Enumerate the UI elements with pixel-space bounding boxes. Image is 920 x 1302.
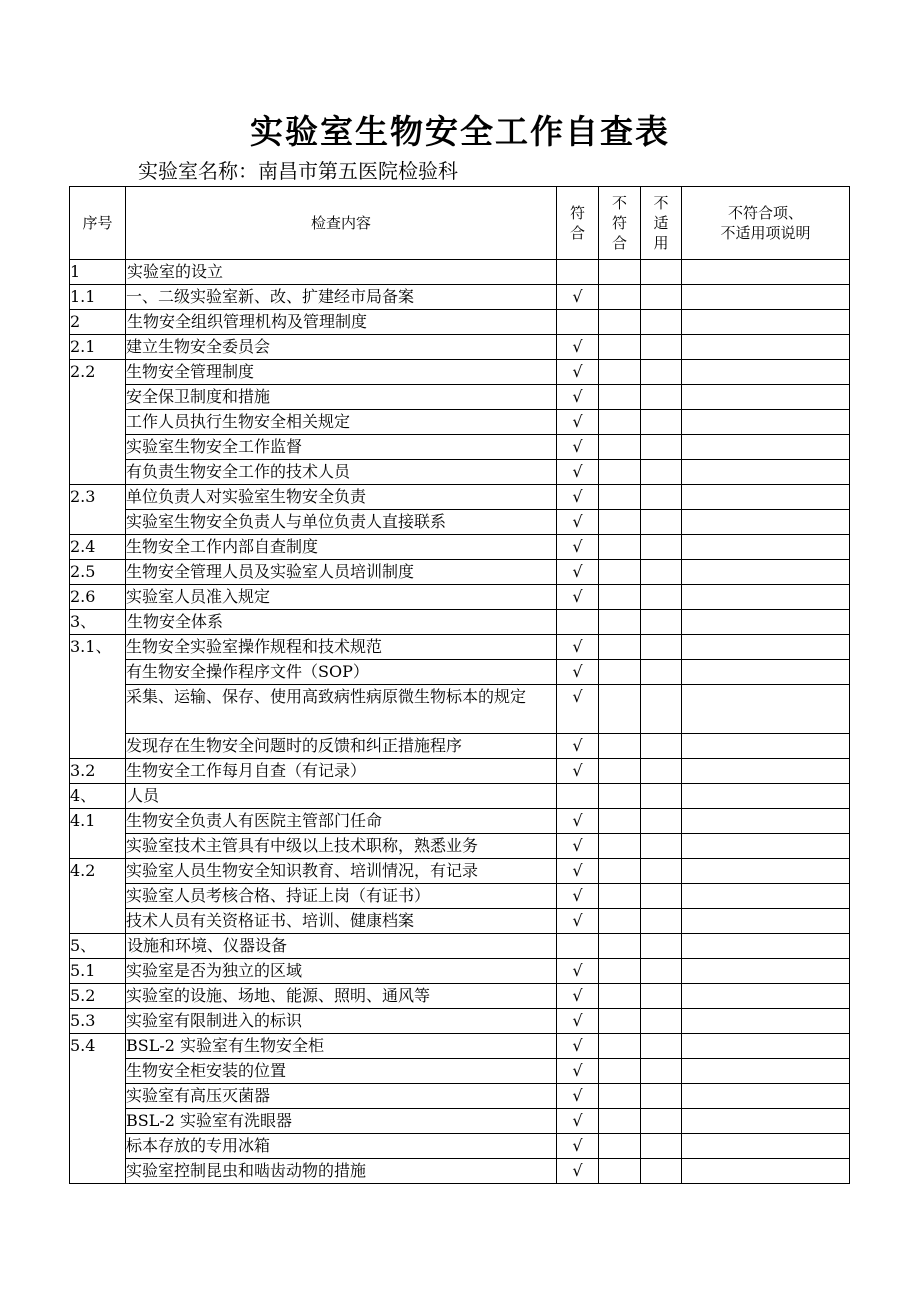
check-item: 实验室人员考核合格、持证上岗（有证书） (126, 884, 557, 909)
row-number: 5.2 (70, 984, 126, 1009)
nonconform-cell (599, 385, 641, 410)
header-not-applicable: 不适用 (641, 187, 682, 260)
nonconform-cell (599, 1134, 641, 1159)
section-row (70, 784, 850, 809)
table-row (70, 1084, 850, 1109)
nonconform-cell (599, 809, 641, 834)
remarks-cell (682, 1034, 850, 1059)
check-item: 工作人员执行生物安全相关规定 (126, 410, 557, 435)
conform-mark: √ (557, 585, 599, 610)
check-item: 生物安全管理制度 (126, 360, 557, 385)
section-title: 生物安全体系 (126, 610, 557, 635)
nonconform-cell (599, 1084, 641, 1109)
row-number: 3.2 (70, 759, 126, 784)
table-row (70, 1109, 850, 1134)
section-title: 人员 (126, 784, 557, 809)
nonconform-cell (599, 1059, 641, 1084)
table-row (70, 834, 850, 859)
remarks-cell (682, 360, 850, 385)
remarks-cell (682, 809, 850, 834)
table-row (70, 360, 850, 385)
remarks-cell (682, 535, 850, 560)
row-number: 2.4 (70, 535, 126, 560)
nonconform-cell (599, 485, 641, 510)
nonconform-cell (599, 660, 641, 685)
table-row (70, 984, 850, 1009)
row-number: 3、 (70, 610, 126, 635)
not-applicable-cell (641, 435, 682, 460)
row-number: 4.1 (70, 809, 126, 859)
table-row (70, 1009, 850, 1034)
check-item: 实验室有高压灭菌器 (126, 1084, 557, 1109)
table-row (70, 884, 850, 909)
table-row (70, 1034, 850, 1059)
not-applicable-cell (641, 1084, 682, 1109)
not-applicable-cell (641, 260, 682, 285)
remarks-cell (682, 1084, 850, 1109)
not-applicable-cell (641, 385, 682, 410)
nonconform-cell (599, 1159, 641, 1184)
remarks-cell (682, 1134, 850, 1159)
conform-mark (557, 784, 599, 809)
conform-mark: √ (557, 410, 599, 435)
not-applicable-cell (641, 535, 682, 560)
nonconform-cell (599, 460, 641, 485)
not-applicable-cell (641, 335, 682, 360)
conform-mark: √ (557, 335, 599, 360)
not-applicable-cell (641, 485, 682, 510)
nonconform-cell (599, 984, 641, 1009)
conform-mark: √ (557, 435, 599, 460)
check-item: 实验室的设施、场地、能源、照明、通风等 (126, 984, 557, 1009)
remarks-cell (682, 909, 850, 934)
table-row (70, 685, 850, 734)
table-row (70, 285, 850, 310)
table-row (70, 510, 850, 535)
check-item: 一、二级实验室新、改、扩建经市局备案 (126, 285, 557, 310)
conform-mark: √ (557, 1134, 599, 1159)
conform-mark: √ (557, 560, 599, 585)
row-number: 2.6 (70, 585, 126, 610)
remarks-cell (682, 834, 850, 859)
nonconform-cell (599, 734, 641, 759)
check-item: 技术人员有关资格证书、培训、健康档案 (126, 909, 557, 934)
nonconform-cell (599, 635, 641, 660)
check-item: 实验室控制昆虫和啮齿动物的措施 (126, 1159, 557, 1184)
remarks-cell (682, 460, 850, 485)
not-applicable-cell (641, 934, 682, 959)
table-row (70, 410, 850, 435)
conform-mark: √ (557, 660, 599, 685)
not-applicable-cell (641, 285, 682, 310)
check-item: 采集、运输、保存、使用高致病性病原微生物标本的规定 (126, 685, 557, 734)
nonconform-cell (599, 335, 641, 360)
remarks-cell (682, 884, 850, 909)
table-row (70, 859, 850, 884)
nonconform-cell (599, 285, 641, 310)
not-applicable-cell (641, 809, 682, 834)
header-no: 序号 (70, 187, 126, 260)
check-item: BSL-2 实验室有洗眼器 (126, 1109, 557, 1134)
check-item: 生物安全柜安装的位置 (126, 1059, 557, 1084)
page-title: 实验室生物安全工作自查表 (250, 112, 670, 151)
table-row (70, 485, 850, 510)
lab-name: 实验室名称：南昌市第五医院检验科 (138, 159, 458, 183)
conform-mark: √ (557, 1009, 599, 1034)
not-applicable-cell (641, 685, 682, 734)
table-row (70, 660, 850, 685)
remarks-cell (682, 310, 850, 335)
remarks-cell (682, 385, 850, 410)
row-number: 1 (70, 260, 126, 285)
remarks-cell (682, 984, 850, 1009)
nonconform-cell (599, 1109, 641, 1134)
not-applicable-cell (641, 660, 682, 685)
conform-mark: √ (557, 734, 599, 759)
table-row (70, 535, 850, 560)
conform-mark: √ (557, 1059, 599, 1084)
check-item: 建立生物安全委员会 (126, 335, 557, 360)
conform-mark: √ (557, 485, 599, 510)
remarks-cell (682, 934, 850, 959)
check-item: 生物安全负责人有医院主管部门任命 (126, 809, 557, 834)
conform-mark (557, 934, 599, 959)
nonconform-cell (599, 934, 641, 959)
remarks-cell (682, 485, 850, 510)
section-title: 实验室的设立 (126, 260, 557, 285)
not-applicable-cell (641, 585, 682, 610)
not-applicable-cell (641, 734, 682, 759)
table-row (70, 560, 850, 585)
conform-mark: √ (557, 685, 599, 734)
section-row (70, 934, 850, 959)
check-item: 标本存放的专用冰箱 (126, 1134, 557, 1159)
row-number: 3.1、 (70, 635, 126, 759)
nonconform-cell (599, 560, 641, 585)
row-number: 2.2 (70, 360, 126, 485)
self-check-table (69, 186, 850, 1184)
header-nonconform: 不符合 (599, 187, 641, 260)
conform-mark (557, 310, 599, 335)
nonconform-cell (599, 859, 641, 884)
not-applicable-cell (641, 859, 682, 884)
section-row (70, 310, 850, 335)
not-applicable-cell (641, 784, 682, 809)
row-number: 5.4 (70, 1034, 126, 1184)
check-item: 实验室有限制进入的标识 (126, 1009, 557, 1034)
remarks-cell (682, 510, 850, 535)
not-applicable-cell (641, 884, 682, 909)
nonconform-cell (599, 510, 641, 535)
table-row (70, 585, 850, 610)
nonconform-cell (599, 909, 641, 934)
table-row (70, 809, 850, 834)
section-row (70, 260, 850, 285)
conform-mark: √ (557, 510, 599, 535)
row-number: 2.1 (70, 335, 126, 360)
header-content: 检查内容 (126, 187, 557, 260)
check-item: 生物安全工作每月自查（有记录） (126, 759, 557, 784)
not-applicable-cell (641, 909, 682, 934)
row-number: 5.1 (70, 959, 126, 984)
section-row (70, 610, 850, 635)
remarks-cell (682, 759, 850, 784)
nonconform-cell (599, 260, 641, 285)
remarks-cell (682, 560, 850, 585)
conform-mark: √ (557, 884, 599, 909)
not-applicable-cell (641, 1159, 682, 1184)
check-item: 实验室技术主管具有中级以上技术职称，熟悉业务 (126, 834, 557, 859)
table-row (70, 435, 850, 460)
conform-mark: √ (557, 959, 599, 984)
nonconform-cell (599, 1034, 641, 1059)
nonconform-cell (599, 1009, 641, 1034)
table-row (70, 635, 850, 660)
table-row (70, 460, 850, 485)
remarks-cell (682, 1159, 850, 1184)
conform-mark: √ (557, 535, 599, 560)
header-conform: 符合 (557, 187, 599, 260)
table-row (70, 1159, 850, 1184)
remarks-cell (682, 610, 850, 635)
conform-mark: √ (557, 759, 599, 784)
table-row (70, 759, 850, 784)
not-applicable-cell (641, 1134, 682, 1159)
conform-mark: √ (557, 285, 599, 310)
conform-mark (557, 260, 599, 285)
check-item: 实验室生物安全工作监督 (126, 435, 557, 460)
check-item: 单位负责人对实验室生物安全负责 (126, 485, 557, 510)
remarks-cell (682, 859, 850, 884)
not-applicable-cell (641, 1009, 682, 1034)
check-item: 生物安全实验室操作规程和技术规范 (126, 635, 557, 660)
remarks-cell (682, 1059, 850, 1084)
check-item: BSL-2 实验室有生物安全柜 (126, 1034, 557, 1059)
nonconform-cell (599, 535, 641, 560)
table-row (70, 909, 850, 934)
check-item: 实验室人员准入规定 (126, 585, 557, 610)
remarks-cell (682, 635, 850, 660)
table-row (70, 1134, 850, 1159)
table-row (70, 335, 850, 360)
check-item: 实验室生物安全负责人与单位负责人直接联系 (126, 510, 557, 535)
conform-mark: √ (557, 385, 599, 410)
not-applicable-cell (641, 310, 682, 335)
nonconform-cell (599, 610, 641, 635)
nonconform-cell (599, 884, 641, 909)
nonconform-cell (599, 310, 641, 335)
table-row (70, 385, 850, 410)
table-header-row (70, 187, 850, 260)
not-applicable-cell (641, 560, 682, 585)
row-number: 5、 (70, 934, 126, 959)
check-item: 实验室是否为独立的区域 (126, 959, 557, 984)
conform-mark: √ (557, 909, 599, 934)
remarks-cell (682, 660, 850, 685)
conform-mark: √ (557, 859, 599, 884)
conform-mark: √ (557, 460, 599, 485)
not-applicable-cell (641, 610, 682, 635)
conform-mark (557, 610, 599, 635)
not-applicable-cell (641, 1109, 682, 1134)
check-item: 有负责生物安全工作的技术人员 (126, 460, 557, 485)
not-applicable-cell (641, 360, 682, 385)
conform-mark: √ (557, 1109, 599, 1134)
not-applicable-cell (641, 510, 682, 535)
remarks-cell (682, 585, 850, 610)
nonconform-cell (599, 834, 641, 859)
row-number: 4.2 (70, 859, 126, 934)
conform-mark: √ (557, 360, 599, 385)
remarks-cell (682, 285, 850, 310)
conform-mark: √ (557, 834, 599, 859)
conform-mark: √ (557, 809, 599, 834)
nonconform-cell (599, 585, 641, 610)
not-applicable-cell (641, 759, 682, 784)
check-item: 生物安全工作内部自查制度 (126, 535, 557, 560)
table-row (70, 959, 850, 984)
row-number: 2.5 (70, 560, 126, 585)
row-number: 4、 (70, 784, 126, 809)
row-number: 2 (70, 310, 126, 335)
conform-mark: √ (557, 1159, 599, 1184)
section-title: 设施和环境、仪器设备 (126, 934, 557, 959)
check-item: 有生物安全操作程序文件（SOP） (126, 660, 557, 685)
remarks-cell (682, 685, 850, 734)
header-remarks: 不符合项、 不适用项说明 (682, 187, 850, 260)
nonconform-cell (599, 759, 641, 784)
row-number: 5.3 (70, 1009, 126, 1034)
nonconform-cell (599, 784, 641, 809)
conform-mark: √ (557, 1084, 599, 1109)
conform-mark: √ (557, 635, 599, 660)
not-applicable-cell (641, 984, 682, 1009)
table-row (70, 734, 850, 759)
not-applicable-cell (641, 834, 682, 859)
remarks-cell (682, 1009, 850, 1034)
table-body (70, 260, 850, 1184)
not-applicable-cell (641, 1034, 682, 1059)
check-item: 生物安全管理人员及实验室人员培训制度 (126, 560, 557, 585)
remarks-cell (682, 784, 850, 809)
not-applicable-cell (641, 1059, 682, 1084)
remarks-cell (682, 435, 850, 460)
remarks-cell (682, 734, 850, 759)
not-applicable-cell (641, 635, 682, 660)
nonconform-cell (599, 410, 641, 435)
row-number: 1.1 (70, 285, 126, 310)
nonconform-cell (599, 959, 641, 984)
remarks-cell (682, 959, 850, 984)
nonconform-cell (599, 435, 641, 460)
row-number: 2.3 (70, 485, 126, 535)
not-applicable-cell (641, 460, 682, 485)
remarks-cell (682, 1109, 850, 1134)
remarks-cell (682, 410, 850, 435)
check-item: 实验室人员生物安全知识教育、培训情况，有记录 (126, 859, 557, 884)
check-item: 安全保卫制度和措施 (126, 385, 557, 410)
check-item: 发现存在生物安全问题时的反馈和纠正措施程序 (126, 734, 557, 759)
section-title: 生物安全组织管理机构及管理制度 (126, 310, 557, 335)
remarks-cell (682, 260, 850, 285)
nonconform-cell (599, 685, 641, 734)
table-row (70, 1059, 850, 1084)
not-applicable-cell (641, 959, 682, 984)
conform-mark: √ (557, 984, 599, 1009)
conform-mark: √ (557, 1034, 599, 1059)
remarks-cell (682, 335, 850, 360)
nonconform-cell (599, 360, 641, 385)
not-applicable-cell (641, 410, 682, 435)
